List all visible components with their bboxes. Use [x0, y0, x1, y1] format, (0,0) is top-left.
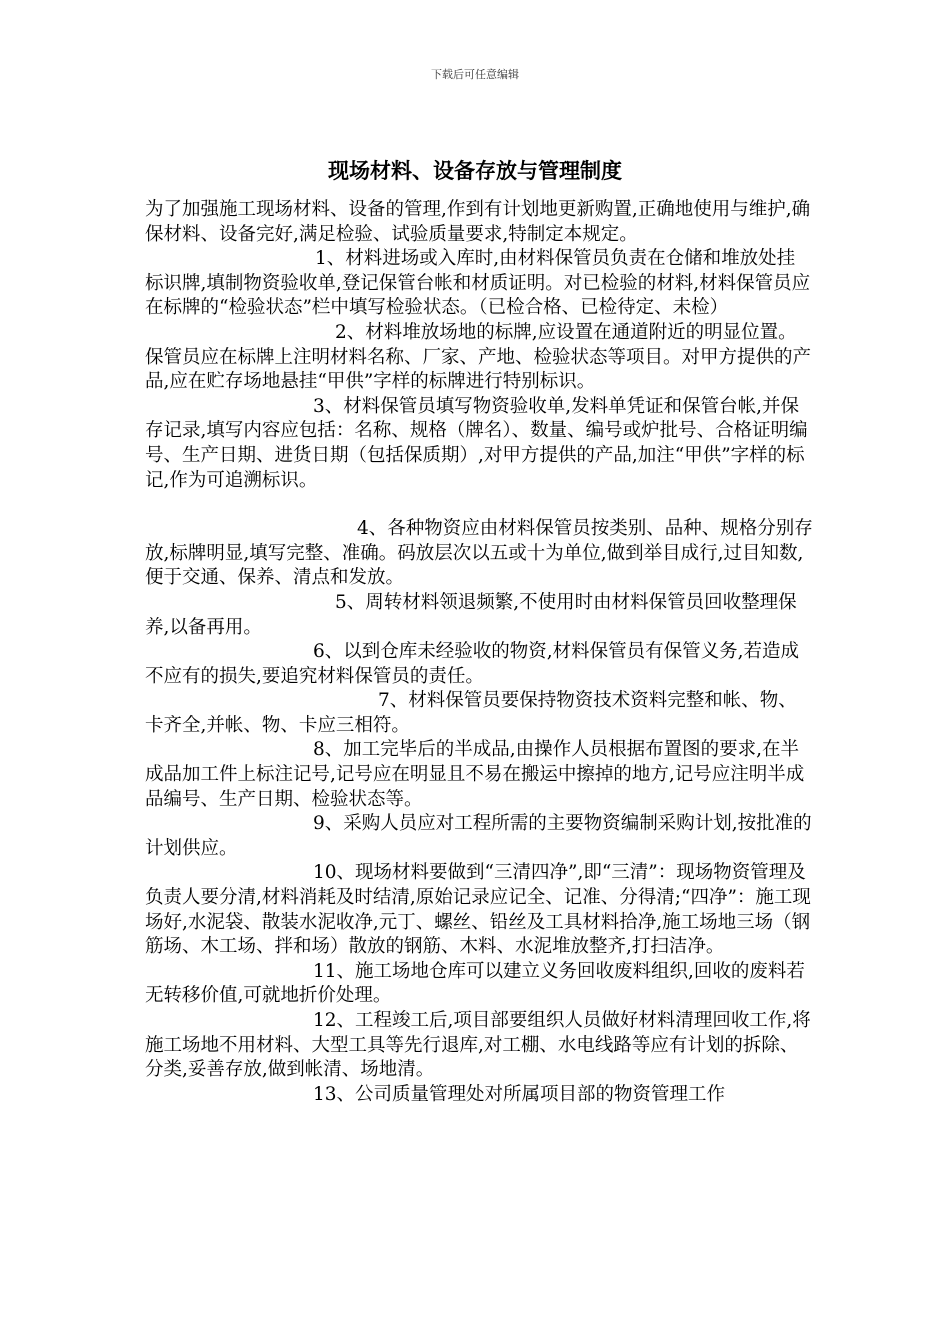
clause-10: 10、现场材料要做到“三清四净”,即“三清”：现场物资管理及负责人要分清,材料消耗及时结清,原始记录应记全、记准、分得清;“四净”：施工现场好,水泥袋、散装水泥收净,元丁、螺丝、铅丝及工具材料拾净,施工场地三场（钢筋场、木工场、拌和场）散放的钢筋、木料、水泥堆放整齐,打扫洁净。: [145, 862, 811, 958]
clause-3: 3、材料保管员填写物资验收单,发料单凭证和保管台帐,并保存记录,填写内容应包括：名称、规格（牌名）、数量、编号或炉批号、合格证明编号、生产日期、进货日期（包括保质期）,对甲方提供的产品,加注“甲供”字样的标记,作为可追溯标识。: [145, 395, 808, 491]
clause-7: 7、材料保管员要保持物资技术资料完整和帐、物、卡齐全,并帐、物、卡应三相符。: [145, 690, 797, 736]
intro-paragraph: 为了加强施工现场材料、设备的管理,作到有计划地更新购置,正确地使用与维护,确保材料、设备完好,满足检验、试验质量要求,特制定本规定。: [145, 199, 811, 245]
clause-8: 8、加工完毕后的半成品,由操作人员根据布置图的要求,在半成品加工件上标注记号,记号应在明显且不易在搬运中擦掉的地方,记号应注明半成品编号、生产日期、检验状态等。: [145, 739, 805, 810]
clause-1: 1、材料进场或入库时,由材料保管员负责在仓储和堆放处挂标识牌,填制物资验收单,登记保管台帐和材质证明。对已检验的材料,材料保管员应在标牌的“检验状态”栏中填写检验状态。（已检合格、已检待定、未检）: [145, 248, 811, 319]
clause-12: 12、工程竣工后,项目部要组织人员做好材料清理回收工作,将施工场地不用材料、大型工具等先行退库,对工棚、水电线路等应有计划的拆除、分类,妥善存放,做到帐清、场地清。: [145, 1010, 811, 1081]
document-body: [145, 198, 813, 1107]
clause-11: 11、施工场地仓库可以建立义务回收废料组织,回收的废料若无转移价值,可就地折价处理。: [145, 960, 805, 1007]
document-title: 现场材料、设备存放与管理制度: [328, 159, 622, 183]
clause-9: 9、采购人员应对工程所需的主要物资编制采购计划,按批准的计划供应。: [145, 813, 812, 859]
clause-2: 2、材料堆放场地的标牌,应设置在通道附近的明显位置。保管员应在标牌上注明材料名称、厂家、产地、检验状态等项目。对甲方提供的产品,应在贮存场地悬挂“甲供”字样的标牌进行特别标识。: [145, 321, 812, 393]
clause-5: 5、周转材料领退频繁,不使用时由材料保管员回收整理保养,以备再用。: [145, 591, 797, 638]
clause-13: 13、公司质量管理处对所属项目部的物资管理工作: [313, 1083, 726, 1105]
header-note: 下载后可任意编辑: [431, 68, 519, 81]
clause-6: 6、以到仓库未经验收的物资,材料保管员有保管义务,若造成不应有的损失,要追究材料保管员的责任。: [145, 641, 800, 687]
clause-4: 4、各种物资应由材料保管员按类别、品种、规格分别存放,标牌明显,填写完整、准确。码放层次以五或十为单位,做到举目成行,过目知数,便于交通、保养、清点和发放。: [145, 518, 813, 589]
